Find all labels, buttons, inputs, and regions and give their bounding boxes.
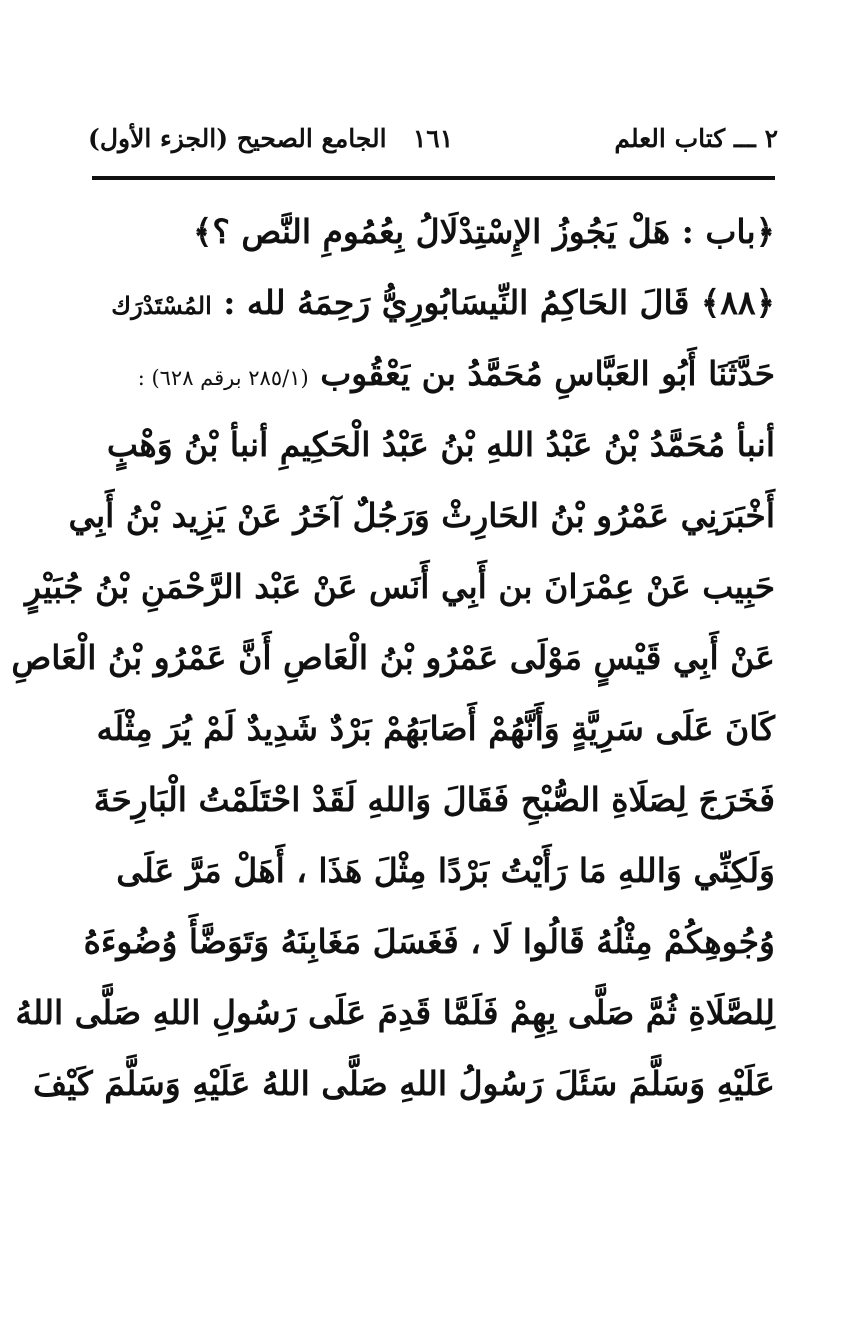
hadith-line: وَلَكِنِّي وَاللهِ مَا رَأَيْتُ بَرْدًا مِثْلَ هَذَا ، أَهَلْ مَرَّ عَلَى: [116, 851, 775, 890]
hadith-line: حَبِيب عَنْ عِمْرَانَ بن أَبِي أَنَس عَنْ عَبْد الرَّحْمَنِ بْنُ جُبَيْرٍ: [24, 567, 775, 606]
book-title: الجامع الصحيح (الجزء الأول): [88, 124, 387, 153]
hadith-line: لِلصَّلَاةِ ثُمَّ صَلَّى بِهِمْ فَلَمَّا قَدِمَ عَلَى رَسُولِ اللهِ صَلَّى اللهُ: [15, 993, 775, 1032]
source-name: المُسْتَدْرَك: [111, 291, 212, 320]
hadith-line: عَنْ أَبِي قَيْسٍ مَوْلَى عَمْرُو بْنُ الْعَاصِ أَنَّ عَمْرُو بْنُ الْعَاصِ: [11, 638, 775, 677]
hadith-line: فَخَرَجَ لِصَلَاةِ الصُّبْحِ فَقَالَ وَاللهِ لَقَدْ احْتَلَمْتُ الْبَارِحَةَ: [93, 780, 775, 819]
hadith-line: كَانَ عَلَى سَرِيَّةٍ وَأَنَّهُمْ أَصَابَهُمْ بَرْدٌ شَدِيدٌ لَمْ يُرَ مِثْلَه: [96, 709, 775, 748]
header-divider: [92, 176, 775, 180]
hadith-line-text: حَدَّثَنَا أَبُو العَبَّاسِ مُحَمَّدُ بن يَعْقُوب: [320, 354, 775, 393]
source-reference: (٢٨٥/١ برقم ٦٢٨) :: [137, 366, 309, 390]
hadith-line: أَخْبَرَنِي عَمْرُو بْنُ الحَارِثْ وَرَجُلٌ آخَرُ عَنْ يَزِيد بْنُ أَبِي: [68, 496, 775, 535]
hadith-line: عَلَيْهِ وَسَلَّمَ سَئَلَ رَسُولُ اللهِ صَلَّى اللهُ عَلَيْهِ وَسَلَّمَ كَيْفَ: [32, 1064, 775, 1103]
chapter-heading: ﴿باب : هَلْ يَجُوزُ الإِسْتِدْلَالُ بِعُمُومِ النَّص ؟﴾: [193, 212, 775, 251]
hadith-line: أنبأ مُحَمَّدُ بْنُ عَبْدُ اللهِ بْنُ عَبْدُ الْحَكِيمِ أنبأ بْنُ وَهْبٍ: [106, 425, 775, 464]
page-number: ١٦١: [412, 124, 454, 153]
page-body: [11, 196, 775, 1119]
chapter-title: ٢ ـــ كتاب العلم: [614, 124, 778, 153]
hadith-line: [92, 338, 775, 409]
hadith-line: وُجُوهِكُمْ مِثْلُهُ قَالُوا لَا ، فَغَسَلَ مَغَابِنَهُ وَتَوَضَّأَ وُضُوءَهُ: [83, 922, 775, 961]
hadith-number: ﴿٨٨﴾: [700, 283, 775, 322]
narrator-intro: قَالَ الحَاكِمُ النِّيسَابُورِيُّ رَحِمَهُ لله :: [223, 283, 690, 322]
running-header: [88, 118, 778, 166]
hadith-intro-line: [92, 267, 775, 338]
